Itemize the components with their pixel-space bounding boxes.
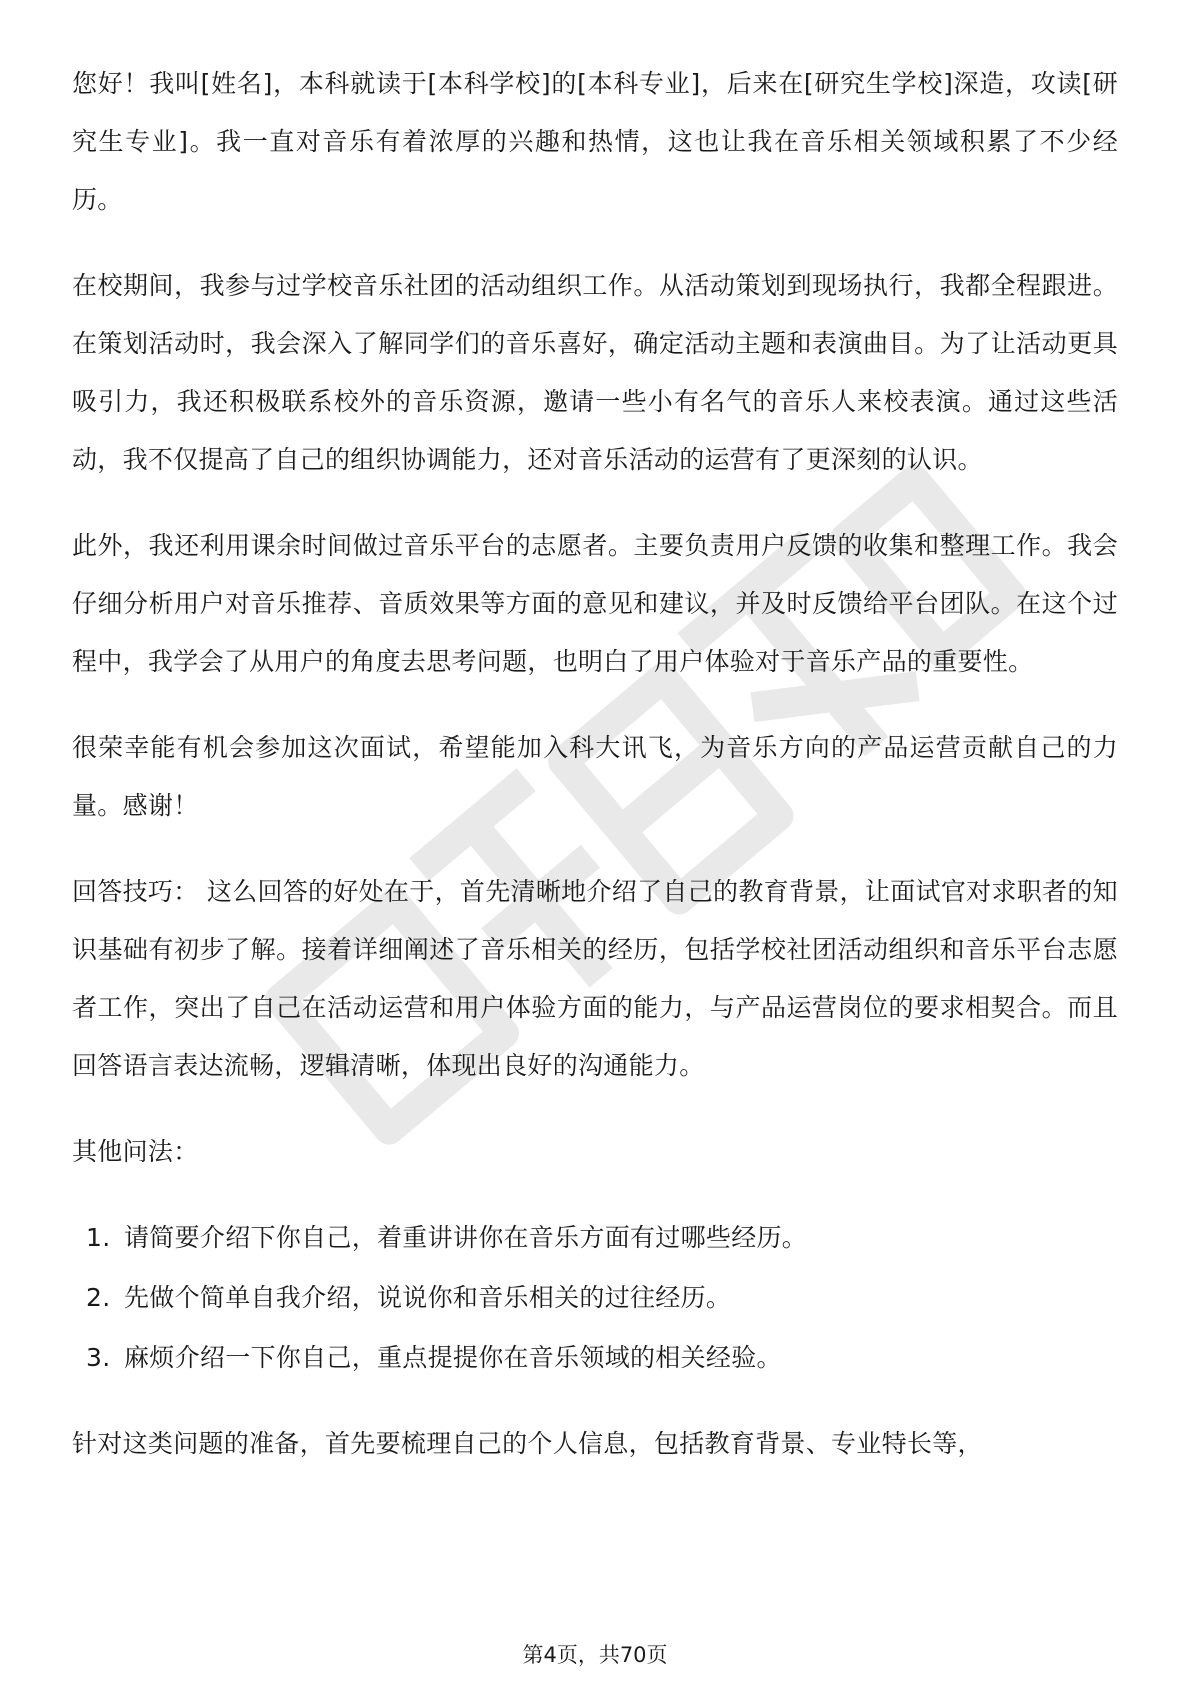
document-body (72, 55, 1118, 1501)
answer-tips-label: 回答技巧： (72, 877, 199, 906)
list-item (72, 1269, 1118, 1327)
list-item-number: 1. (86, 1223, 111, 1252)
closing-thanks-paragraph: 很荣幸能有机会参加这次面试，希望能加入科大讯飞，为音乐方向的产品运营贡献自己的力量。感谢！ (72, 733, 1118, 820)
answer-tips-paragraph (72, 863, 1118, 1095)
list-item-text: 麻烦介绍一下你自己，重点提提你在音乐领域的相关经验。 (124, 1343, 782, 1372)
list-item-text: 先做个简单自我介绍，说说你和音乐相关的过往经历。 (124, 1283, 732, 1312)
other-asks-list (72, 1209, 1118, 1387)
answer-tips-text: 这么回答的好处在于，首先清晰地介绍了自己的教育背景，让面试官对求职者的知识基础有初步了解。接着详细阐述了音乐相关的经历，包括学校社团活动组织和音乐平台志愿者工作，突出了自己在活动运营和用户体验方面的能力，与产品运营岗位的要求相契合。而且回答语言表达流畅，逻辑清晰，体现出良好的沟通能力。 (72, 877, 1118, 1080)
list-item (72, 1329, 1118, 1387)
list-item-number: 3. (86, 1343, 111, 1372)
list-item-number: 2. (86, 1283, 111, 1312)
other-asks-heading: 其他问法： (72, 1137, 199, 1166)
list-item (72, 1209, 1118, 1267)
intro-paragraph: 您好！我叫[姓名]，本科就读于[本科学校]的[本科专业]，后来在[研究生学校]深造，攻读[研究生专业]。我一直对音乐有着浓厚的兴趣和热情，这也让我在音乐相关领域积累了不少经历。 (72, 69, 1118, 214)
campus-experience-paragraph: 在校期间，我参与过学校音乐社团的活动组织工作。从活动策划到现场执行，我都全程跟进。在策划活动时，我会深入了解同学们的音乐喜好，确定活动主题和表演曲目。为了让活动更具吸引力，我还积极联系校外的音乐资源，邀请一些小有名气的音乐人来校表演。通过这些活动，我不仅提高了自己的组织协调能力，还对音乐活动的运营有了更深刻的认识。 (72, 271, 1118, 474)
preparation-paragraph: 针对这类问题的准备，首先要梳理自己的个人信息，包括教育背景、专业特长等， (72, 1429, 983, 1458)
page-number-footer: 第4页，共70页 (522, 1643, 668, 1667)
volunteer-paragraph: 此外，我还利用课余时间做过音乐平台的志愿者。主要负责用户反馈的收集和整理工作。我会仔细分析用户对音乐推荐、音质效果等方面的意见和建议，并及时反馈给平台团队。在这个过程中，我学会了从用户的角度去思考问题，也明白了用户体验对于音乐产品的重要性。 (72, 531, 1118, 676)
list-item-text: 请简要介绍下你自己，着重讲讲你在音乐方面有过哪些经历。 (124, 1223, 808, 1252)
